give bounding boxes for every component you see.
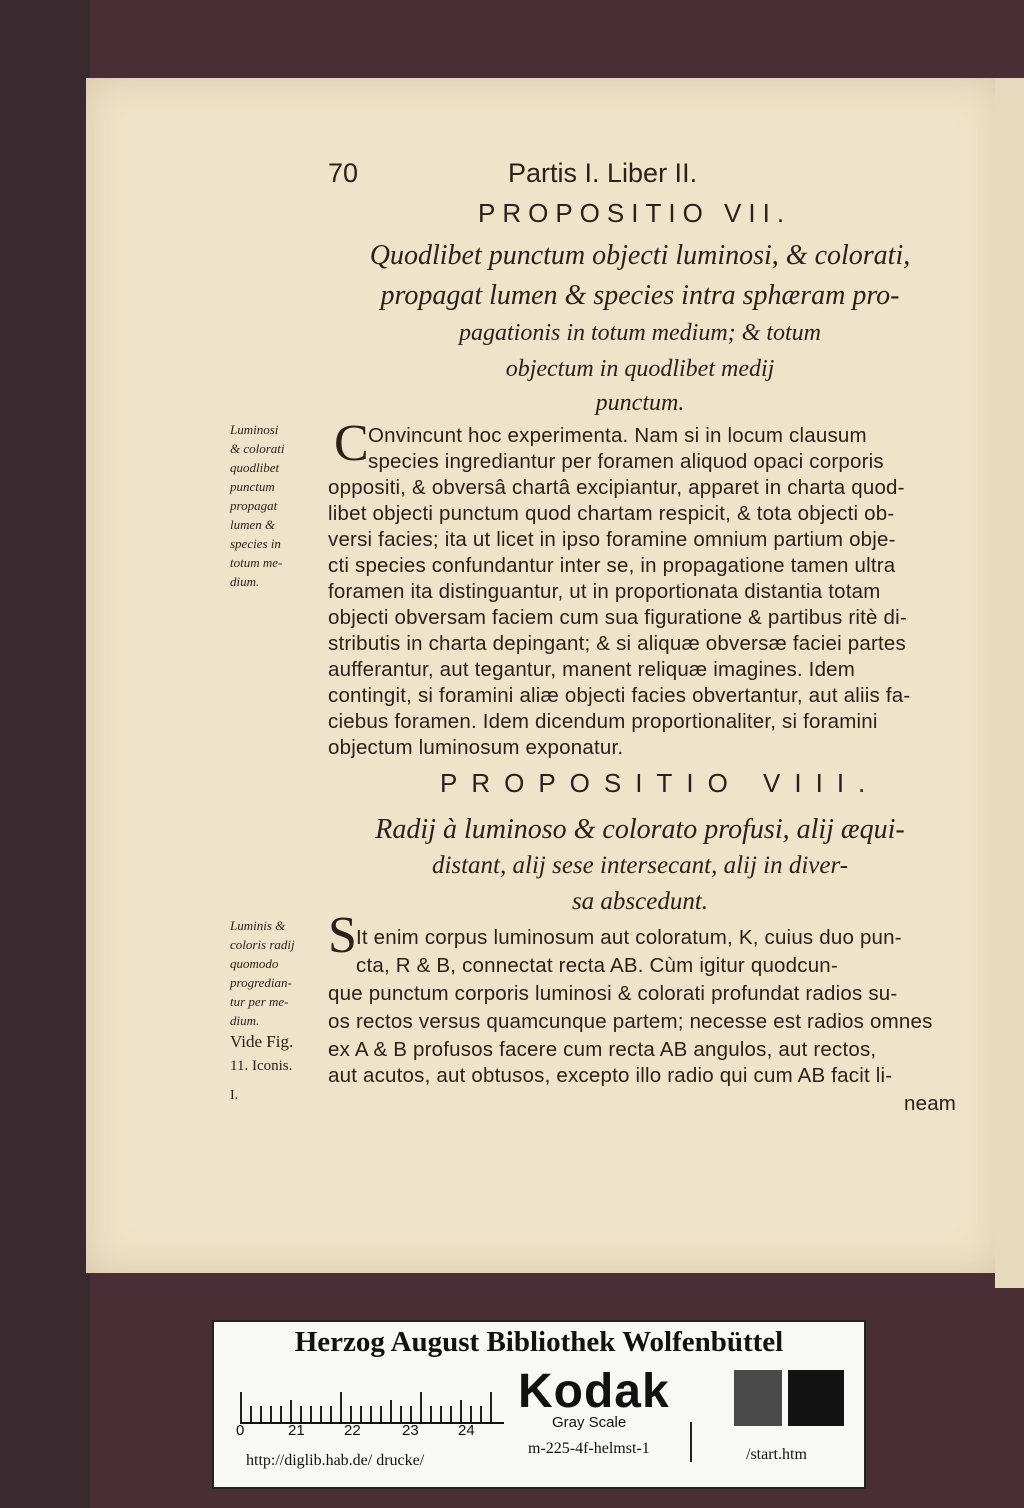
body-line: stributis in charta depingant; & si aliquæ obversæ faciei partes: [328, 632, 906, 655]
running-title: Partis I. Liber II.: [508, 158, 698, 188]
shelfmark: m-225-4f-helmst-1: [528, 1440, 650, 1457]
body-line: ciebus foramen. Idem dicendum proportionaliter, si foramini: [328, 710, 878, 733]
proposition-7-statement-line: propagat lumen & species intra sphæram pro-: [380, 280, 900, 311]
proposition-8-statement-line: sa abscedunt.: [571, 888, 709, 915]
ruler-number: 22: [344, 1422, 361, 1439]
body-line: que punctum corporis luminosi & colorati profundat radios su-: [328, 982, 898, 1005]
black-swatch: [788, 1370, 844, 1426]
page-number: 70: [328, 158, 359, 188]
body-line: cta, R & B, connectat recta AB. Cùm igitur quodcun-: [356, 954, 838, 977]
ruler: [240, 1370, 504, 1424]
body-line: ex A & B profusos facere cum recta AB angulos, aut rectos,: [328, 1038, 877, 1061]
body-line: cti species confundantur inter se, in propagatione tamen ultra: [328, 554, 896, 577]
ruler-number: 24: [458, 1422, 475, 1439]
body-line: objecti obversam faciem cum sua figuratione & partibus ritè di-: [328, 606, 907, 629]
body-line: os rectos versus quamcunque partem; necesse est radios omnes: [328, 1010, 933, 1033]
proposition-8-title: PROPOSITIO VIII.: [440, 768, 880, 798]
ruler-tick: [370, 1406, 372, 1422]
page-edge: [995, 78, 1024, 1288]
kodak-logo: Kodak: [518, 1365, 670, 1418]
body-line: oppositi, & obversâ chartâ excipiantur, apparet in charta quod-: [328, 476, 905, 499]
ruler-tick: [380, 1406, 382, 1422]
ruler-tick: [290, 1400, 292, 1422]
ruler-tick: [460, 1400, 462, 1422]
figure-reference: I.: [230, 1088, 239, 1103]
proposition-8-statement-line: Radij à luminoso & colorato profusi, alij æqui-: [375, 814, 905, 845]
ruler-tick: [450, 1406, 452, 1422]
ruler-tick: [470, 1406, 472, 1422]
ruler-number: 21: [288, 1422, 305, 1439]
ruler-tick: [440, 1406, 442, 1422]
marginal-note: Luminosi & colorati quodlibet punctum propagat lumen & species in totum me- dium.: [230, 422, 285, 589]
library-stamp: [212, 1320, 866, 1489]
ruler-tick: [430, 1406, 432, 1422]
catchword: neam: [904, 1092, 957, 1115]
ruler-tick: [400, 1406, 402, 1422]
body-line: contingit, si foramini aliæ objecti facies obvertantur, aut aliis fa-: [328, 684, 911, 707]
gray-swatch: [734, 1370, 782, 1426]
ruler-tick: [340, 1392, 342, 1422]
ruler-tick: [240, 1392, 242, 1422]
ruler-tick: [480, 1406, 482, 1422]
proposition-7-statement-line: pagationis in totum medium; & totum: [459, 320, 821, 346]
running-head: [328, 158, 968, 189]
ruler-tick: [310, 1406, 312, 1422]
scanner-frame: [0, 0, 90, 1508]
ruler-tick: [300, 1406, 302, 1422]
ruler-tick: [410, 1406, 412, 1422]
proposition-8-statement-line: distant, alij sese intersecant, alij in diver-: [431, 852, 849, 879]
body-line: aufferantur, aut tegantur, manent reliquæ imagines. Idem: [328, 658, 856, 681]
ruler-number: 23: [402, 1422, 419, 1439]
gray-scale-label: Gray Scale: [552, 1414, 627, 1431]
ruler-tick: [420, 1392, 422, 1422]
body-line: versi facies; ita ut licet in ipso foramine omnium partium obje-: [328, 528, 896, 551]
body-line: Onvincunt hoc experimenta. Nam si in locum clausum: [368, 424, 867, 447]
ruler-tick: [390, 1400, 392, 1422]
body-line: species ingrediantur per foramen aliquod opaci corporis: [368, 450, 884, 473]
digital-library-url: http://diglib.hab.de/ drucke/: [246, 1452, 425, 1469]
ruler-number: 0: [236, 1422, 245, 1439]
drop-cap: C: [334, 415, 369, 472]
ruler-tick: [280, 1406, 282, 1422]
stamp-divider: [690, 1422, 692, 1462]
drop-cap: S: [328, 907, 357, 964]
body-line: It enim corpus luminosum aut coloratum, K, cuius duo pun-: [356, 926, 902, 949]
library-name: Herzog August Bibliothek Wolfenbüttel: [294, 1326, 784, 1358]
proposition-7-statement-line: Quodlibet punctum objecti luminosi, & colorati,: [369, 240, 911, 271]
ruler-tick: [330, 1406, 332, 1422]
ruler-tick: [350, 1406, 352, 1422]
ruler-tick: [260, 1406, 262, 1422]
proposition-7-statement-line: objectum in quodlibet medij: [505, 356, 775, 382]
body-line: libet objecti punctum quod chartam respicit, & tota objecti ob-: [328, 502, 895, 525]
ruler-tick: [490, 1392, 492, 1422]
figure-reference: Vide Fig.: [230, 1032, 294, 1051]
ruler-tick: [320, 1406, 322, 1422]
body-line: foramen ita distinguantur, ut in proportionata distantia totam: [328, 580, 881, 603]
proposition-7-title: PROPOSITIO VII.: [478, 198, 792, 228]
body-line: aut acutos, aut obtusos, excepto illo radio qui cum AB facit li-: [328, 1064, 893, 1087]
marginal-note: Luminis & coloris radij quomodo progredian- tur per me- dium.: [230, 918, 295, 1028]
proposition-7-statement-line: punctum.: [595, 390, 685, 416]
ruler-tick: [270, 1406, 272, 1422]
ruler-tick: [250, 1406, 252, 1422]
ruler-tick: [360, 1406, 362, 1422]
body-line: objectum luminosum exponatur.: [328, 736, 624, 759]
start-page-link: /start.htm: [746, 1446, 807, 1463]
figure-reference: 11. Iconis.: [230, 1058, 293, 1074]
